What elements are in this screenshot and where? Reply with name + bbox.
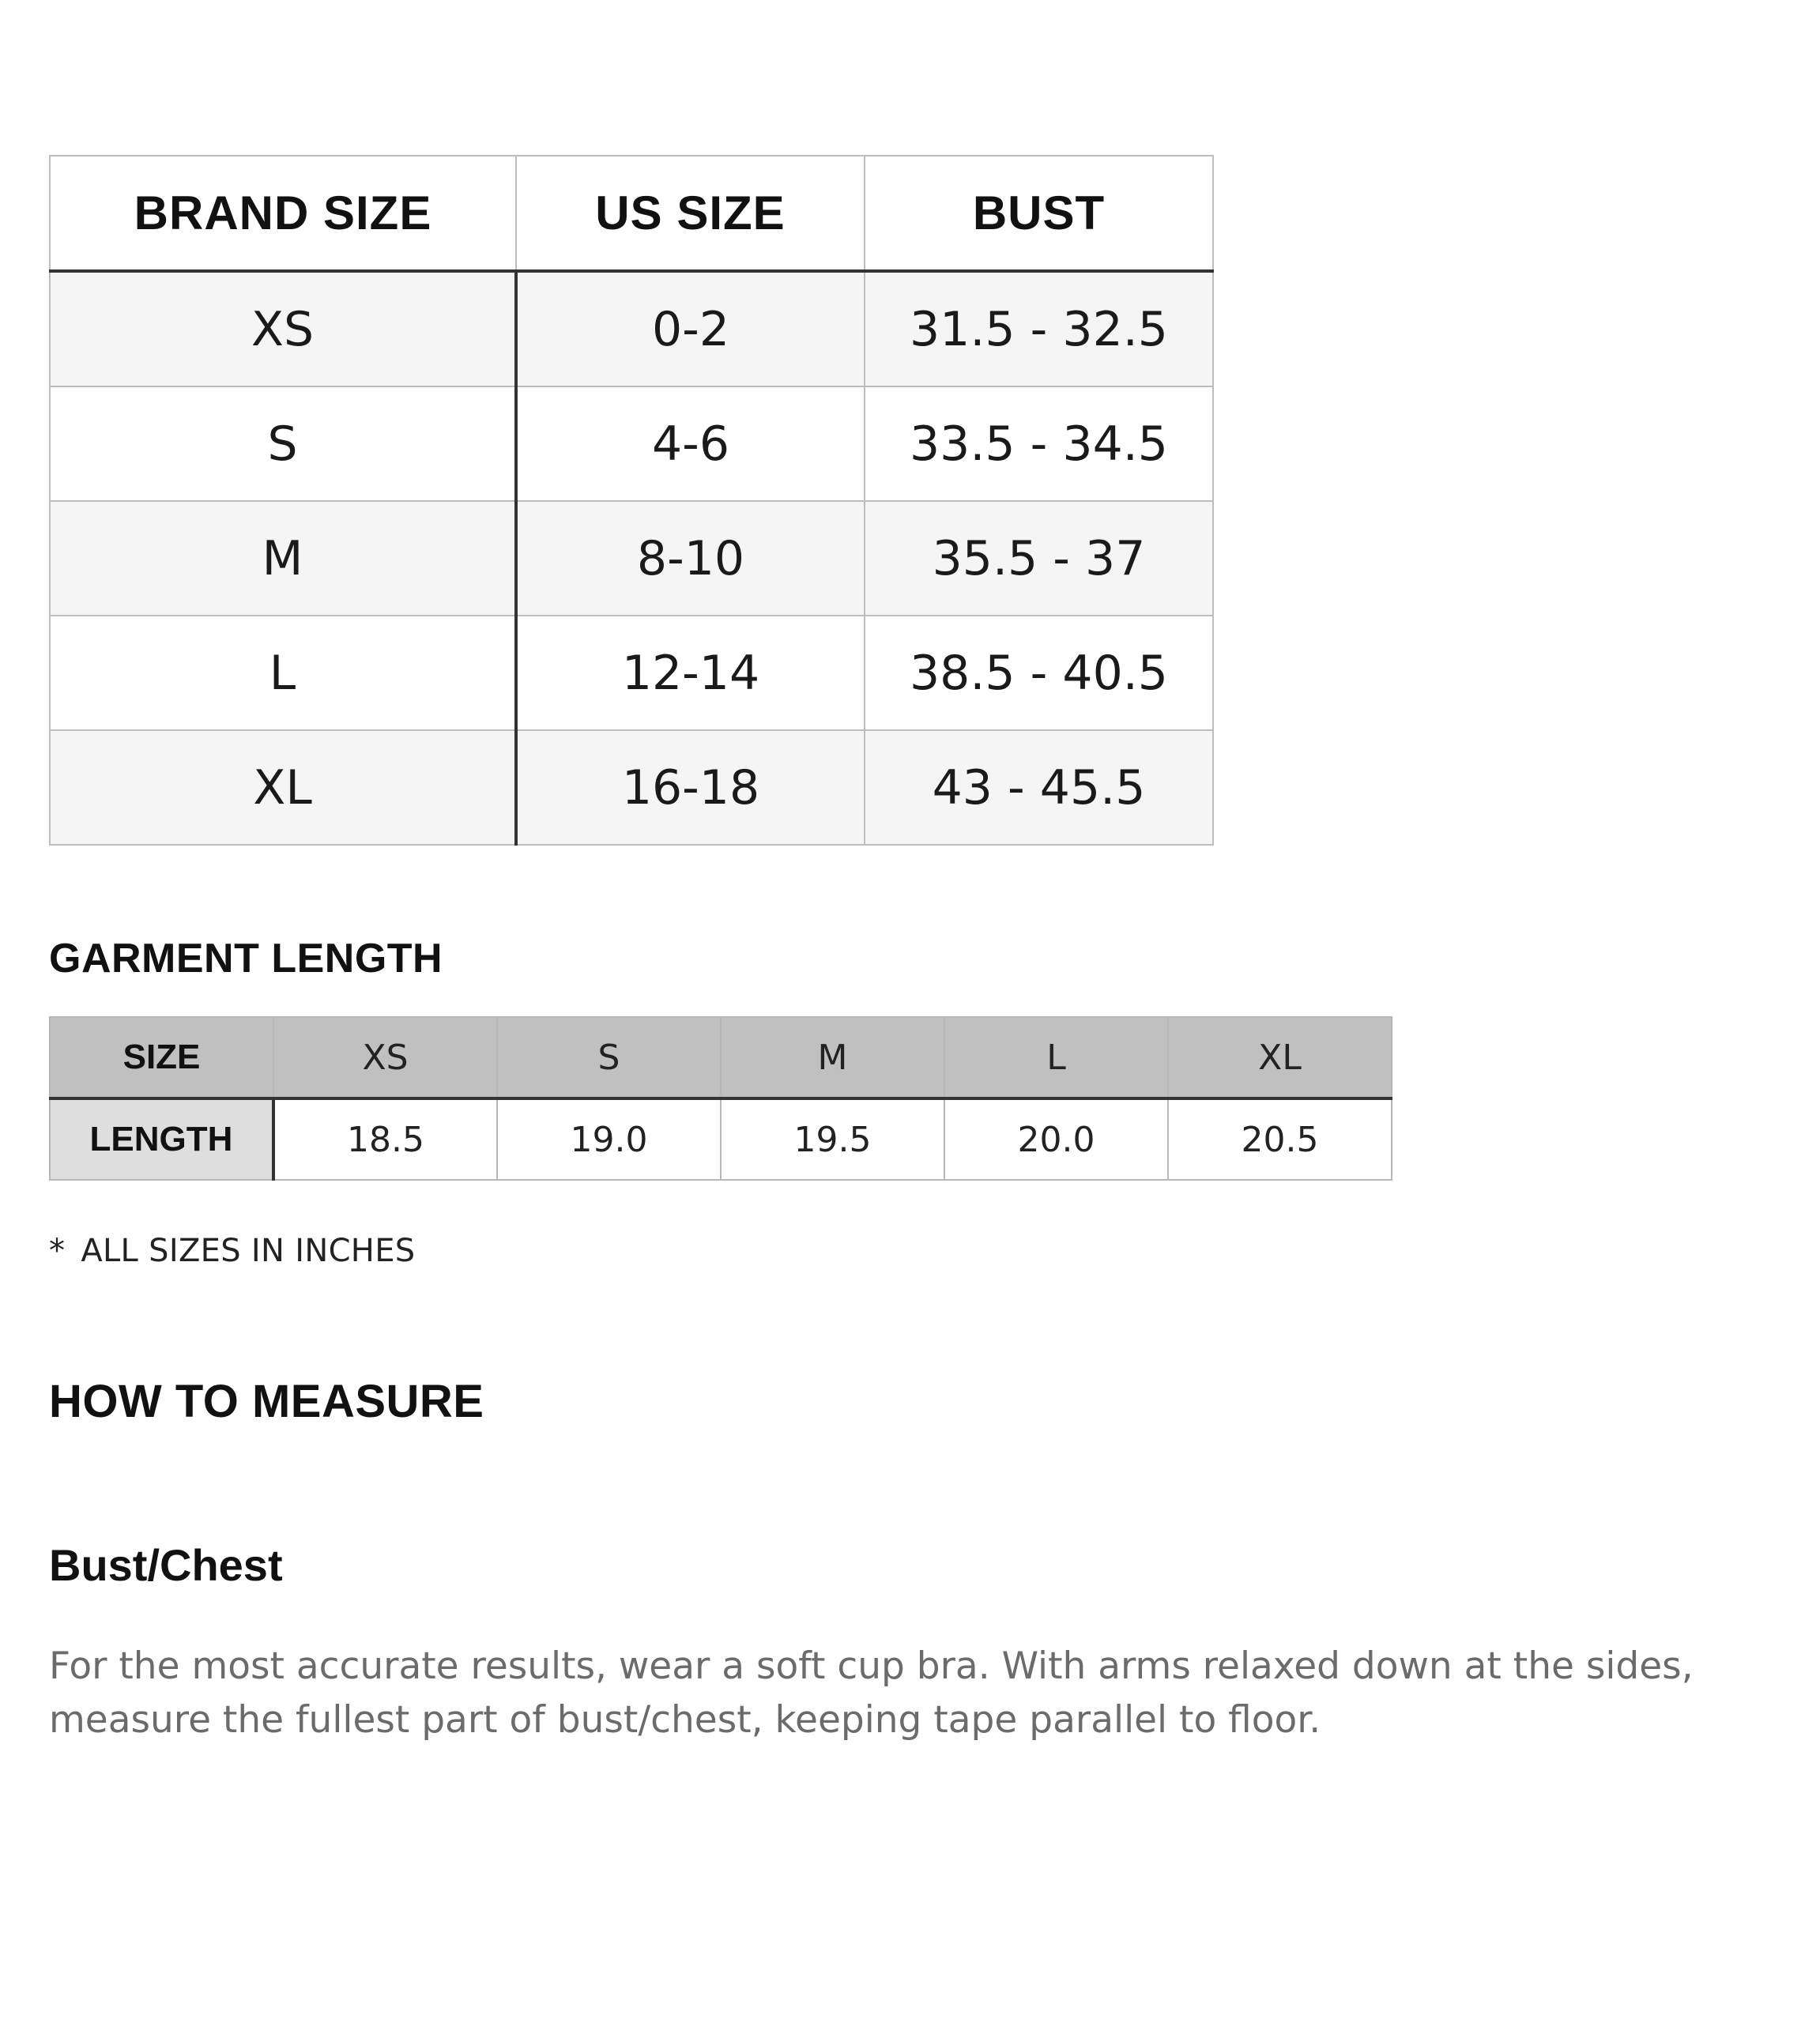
table-row [50,386,1213,501]
table-row [50,501,1213,616]
brand-size-cell: XL [50,730,516,845]
us-size-cell: 0-2 [516,271,865,386]
size-cell: XL [1168,1017,1392,1098]
us-size-cell: 8-10 [516,501,865,616]
length-cell: 19.5 [721,1098,944,1180]
bust-cell: 43 - 45.5 [865,730,1213,845]
length-cell: 18.5 [273,1098,497,1180]
size-cell: L [944,1017,1168,1098]
size-chart-header-row [50,156,1213,271]
header-us-size: US SIZE [516,156,865,271]
bust-cell: 31.5 - 32.5 [865,271,1213,386]
length-cell: 20.0 [944,1098,1168,1180]
size-cell: S [497,1017,721,1098]
garment-length-table [49,1016,1392,1181]
brand-size-cell: S [50,386,516,501]
brand-size-cell: L [50,616,516,730]
how-to-measure-heading: HOW TO MEASURE [49,1376,484,1427]
brand-size-cell: XS [50,271,516,386]
header-bust: BUST [865,156,1213,271]
us-size-cell: 12-14 [516,616,865,730]
bust-cell: 35.5 - 37 [865,501,1213,616]
us-size-cell: 4-6 [516,386,865,501]
size-cell: M [721,1017,944,1098]
footnote-text: ALL SIZES IN INCHES [81,1233,416,1269]
sizes-footnote [49,1233,415,1269]
table-row [50,730,1213,845]
header-brand-size: BRAND SIZE [50,156,516,271]
table-row [50,271,1213,386]
bust-chest-instructions: For the most accurate results, wear a soft cup bra. With arms relaxed down at the sides, measure the fullest part of bust/chest, keeping tape parallel to floor. [49,1644,1694,1742]
length-table-size-row [50,1017,1392,1098]
bust-chest-subheading: Bust/Chest [49,1540,283,1590]
us-size-cell: 16-18 [516,730,865,845]
brand-size-cell: M [50,501,516,616]
size-cell: XS [273,1017,497,1098]
length-row-label: LENGTH [50,1098,273,1180]
size-row-label: SIZE [50,1017,273,1098]
length-table-length-row [50,1098,1392,1180]
size-chart-table [49,155,1214,846]
length-cell: 20.5 [1168,1098,1392,1180]
footnote-marker: * [49,1233,66,1269]
bust-cell: 33.5 - 34.5 [865,386,1213,501]
length-cell: 19.0 [497,1098,721,1180]
bust-cell: 38.5 - 40.5 [865,616,1213,730]
garment-length-heading: GARMENT LENGTH [49,936,443,981]
table-row [50,616,1213,730]
